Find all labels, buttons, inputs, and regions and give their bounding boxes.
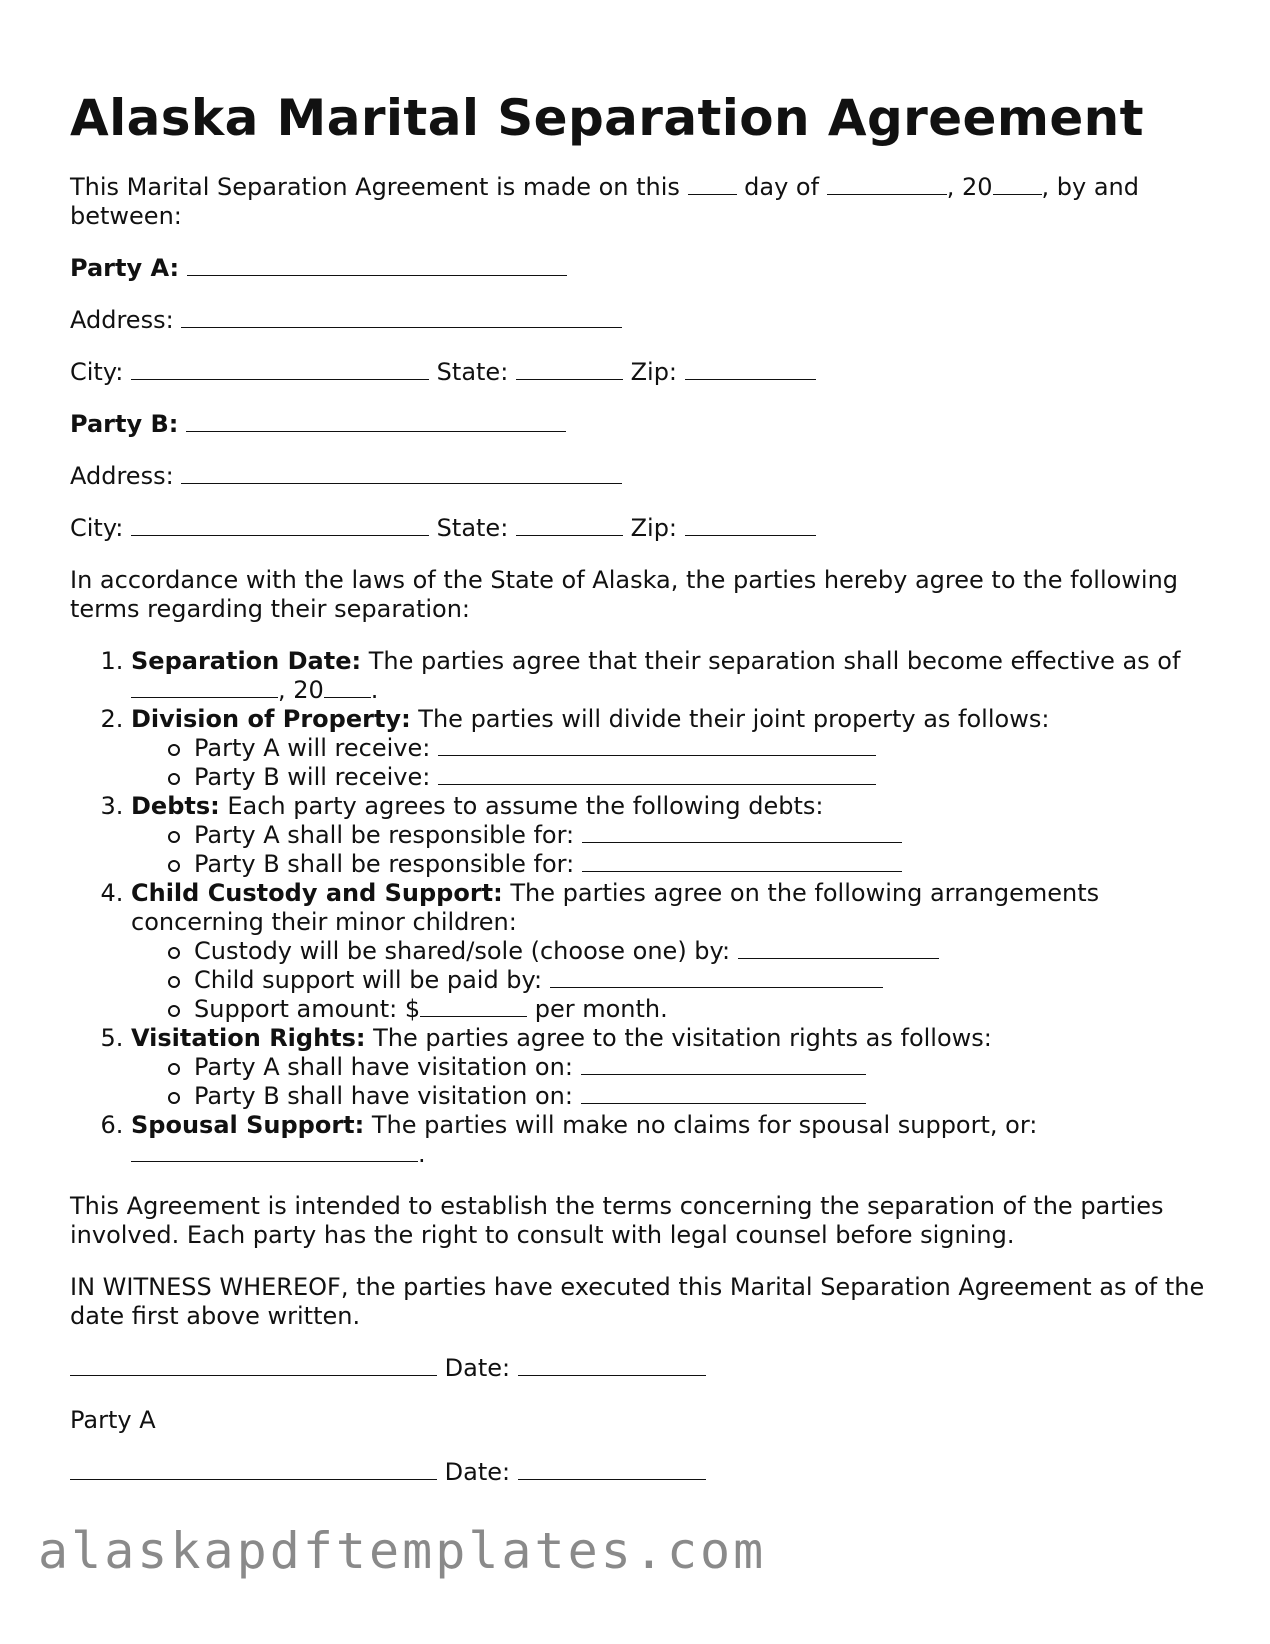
property-a-blank[interactable] <box>438 735 876 756</box>
term-heading: Division of Property: <box>131 705 411 733</box>
list-item <box>194 763 1210 792</box>
term-debts <box>131 792 1210 879</box>
list-item <box>194 1082 1210 1111</box>
term-heading: Debts: <box>131 792 220 820</box>
day-blank[interactable] <box>688 174 737 195</box>
list-item <box>194 734 1210 763</box>
term-text: . <box>370 676 379 704</box>
year-blank[interactable] <box>993 174 1042 195</box>
separation-year-blank[interactable] <box>324 677 371 698</box>
party-a-city-blank[interactable] <box>131 359 429 380</box>
visitation-a-blank[interactable] <box>581 1054 866 1075</box>
party-a-date-blank[interactable] <box>518 1355 706 1376</box>
party-a-address-row <box>70 306 1210 335</box>
agreement-page <box>70 82 1210 1487</box>
list-item <box>194 966 1210 995</box>
visitation-a-label: Party A shall have visitation on: <box>194 1053 581 1081</box>
party-b-zip-blank[interactable] <box>685 515 816 536</box>
term-visitation-rights <box>131 1024 1210 1111</box>
term-heading: Separation Date: <box>131 647 362 675</box>
party-a-signature-blank[interactable] <box>70 1355 437 1376</box>
term-division-of-property <box>131 705 1210 792</box>
term-heading: Spousal Support: <box>131 1111 365 1139</box>
closing-paragraph: This Agreement is intended to establish the terms concerning the separation of the parties involved. Each party has the right to consult with legal counsel before signing. <box>70 1192 1164 1249</box>
custody-sublist <box>131 937 1210 1024</box>
party-b-date-blank[interactable] <box>518 1459 706 1480</box>
party-a-name-row <box>70 254 1210 283</box>
party-b-city-label: City: <box>70 514 124 542</box>
party-b-state-label: State: <box>436 514 509 542</box>
debts-b-blank[interactable] <box>582 851 902 872</box>
support-amount-suffix: per month. <box>527 995 668 1023</box>
date-label: Date: <box>444 1458 511 1486</box>
term-child-custody <box>131 879 1210 1024</box>
term-text: The parties will divide their joint property as follows: <box>410 705 1050 733</box>
custody-label: Custody will be shared/sole (choose one) by: <box>194 937 738 965</box>
party-b-signature-blank[interactable] <box>70 1459 437 1480</box>
party-a-name-blank[interactable] <box>187 255 567 276</box>
intro-text-3: , 20 <box>946 173 993 201</box>
child-support-blank[interactable] <box>550 967 883 988</box>
term-text: . <box>418 1140 426 1168</box>
property-b-blank[interactable] <box>438 764 876 785</box>
term-text: , 20 <box>278 676 324 704</box>
document-title: Alaska Marital Separation Agreement <box>70 89 1144 147</box>
month-blank[interactable] <box>827 174 947 195</box>
party-b-label: Party B: <box>70 410 179 438</box>
visitation-b-blank[interactable] <box>581 1083 866 1104</box>
term-text: Each party agrees to assume the following debts: <box>219 792 824 820</box>
term-text: The parties will make no claims for spousal support, or: <box>364 1111 1038 1139</box>
list-item <box>194 1053 1210 1082</box>
party-a-zip-label: Zip: <box>630 358 678 386</box>
intro-paragraph <box>70 173 1210 231</box>
term-text: The parties agree to the visitation rights as follows: <box>365 1024 992 1052</box>
visitation-sublist <box>131 1053 1210 1111</box>
party-a-state-label: State: <box>436 358 509 386</box>
party-b-signature-row <box>70 1458 1210 1487</box>
child-support-label: Child support will be paid by: <box>194 966 550 994</box>
party-b-city-blank[interactable] <box>131 515 429 536</box>
party-a-city-label: City: <box>70 358 124 386</box>
date-label: Date: <box>444 1354 511 1382</box>
property-a-label: Party A will receive: <box>194 734 438 762</box>
list-item <box>194 995 1210 1024</box>
terms-list <box>70 647 1210 1169</box>
watermark: alaskapdftemplates.com <box>38 1522 767 1580</box>
party-a-city-row <box>70 358 1210 387</box>
party-a-signature-row <box>70 1354 1210 1383</box>
support-amount-label: Support amount: $ <box>194 995 421 1023</box>
preamble: In accordance with the laws of the State of Alaska, the parties hereby agree to the following terms regarding their separation: <box>70 566 1179 623</box>
debts-sublist <box>131 821 1210 879</box>
party-b-address-blank[interactable] <box>181 463 622 484</box>
party-b-address-label: Address: <box>70 462 174 490</box>
term-text: The parties agree on the following arrangements concerning their minor children: <box>131 879 1100 936</box>
list-item <box>194 821 1210 850</box>
intro-text-1: This Marital Separation Agreement is made on this <box>70 173 688 201</box>
party-a-label: Party A: <box>70 254 180 282</box>
term-heading: Visitation Rights: <box>131 1024 366 1052</box>
party-a-signature-label: Party A <box>70 1406 156 1434</box>
party-a-address-label: Address: <box>70 306 174 334</box>
property-b-label: Party B will receive: <box>194 763 438 791</box>
party-a-state-blank[interactable] <box>516 359 623 380</box>
debts-b-label: Party B shall be responsible for: <box>194 850 582 878</box>
term-separation-date <box>131 647 1210 705</box>
term-text: The parties agree that their separation shall become effective as of <box>361 647 1181 675</box>
party-a-zip-blank[interactable] <box>685 359 816 380</box>
party-b-name-blank[interactable] <box>186 411 566 432</box>
witness-paragraph: IN WITNESS WHEREOF, the parties have executed this Marital Separation Agreement as of the date first above written. <box>70 1273 1205 1330</box>
property-sublist <box>131 734 1210 792</box>
term-spousal-support <box>131 1111 1210 1169</box>
list-item <box>194 850 1210 879</box>
party-b-zip-label: Zip: <box>630 514 678 542</box>
support-amount-blank[interactable] <box>420 996 527 1017</box>
intro-text-4: , by and between: <box>70 173 1139 230</box>
custody-blank[interactable] <box>738 938 939 959</box>
party-b-name-row <box>70 410 1210 439</box>
visitation-b-label: Party B shall have visitation on: <box>194 1082 581 1110</box>
term-heading: Child Custody and Support: <box>131 879 503 907</box>
separation-date-blank[interactable] <box>131 677 278 698</box>
party-a-address-blank[interactable] <box>181 307 622 328</box>
debts-a-label: Party A shall be responsible for: <box>194 821 582 849</box>
spousal-support-blank[interactable] <box>131 1141 418 1162</box>
party-b-state-blank[interactable] <box>516 515 623 536</box>
party-b-address-row <box>70 462 1210 491</box>
party-b-city-row <box>70 514 1210 543</box>
debts-a-blank[interactable] <box>582 822 902 843</box>
intro-text-2: day of <box>736 173 827 201</box>
list-item <box>194 937 1210 966</box>
